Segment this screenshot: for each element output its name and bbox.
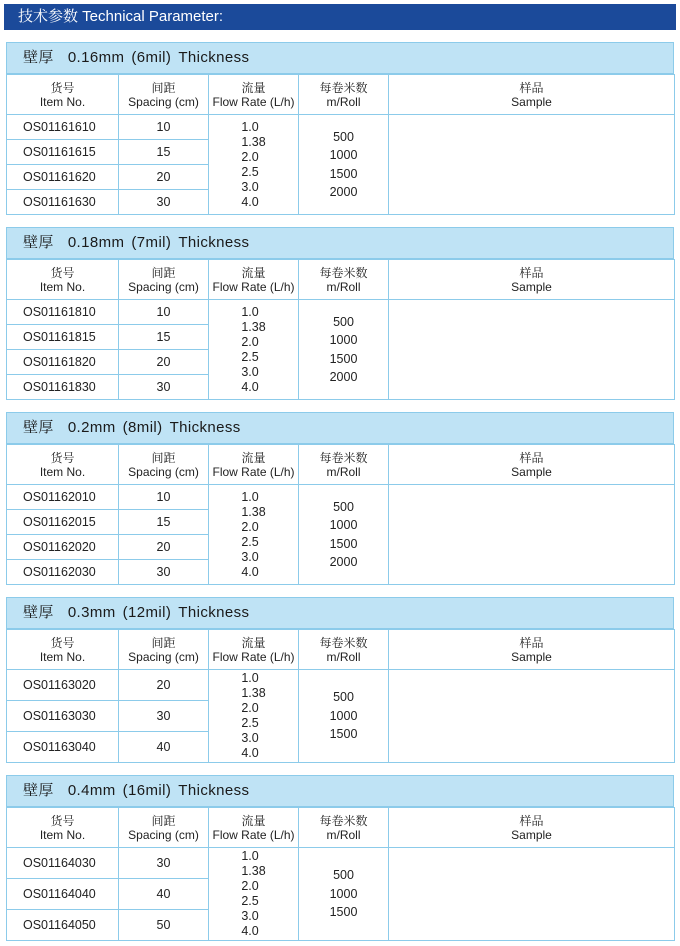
- spacing-header: [119, 630, 209, 670]
- roll-header-cn: 每卷米数: [319, 265, 368, 280]
- flow-rate-stack: [241, 849, 265, 939]
- flow-header-en: Flow Rate (L/h): [212, 649, 295, 664]
- spacing-header: [119, 808, 209, 848]
- wall-label: 壁厚: [23, 234, 54, 251]
- spacing-header: [119, 260, 209, 300]
- flow-rate-value: 1.38: [241, 864, 266, 878]
- roll-length-value: 500: [333, 868, 354, 883]
- sample-header-en: Sample: [511, 94, 552, 109]
- roll-header: [299, 630, 389, 670]
- thickness-value: 0.2mm: [67, 419, 116, 436]
- wall-label: 壁厚: [23, 419, 54, 436]
- flow-rate-value: 2.5: [241, 716, 259, 730]
- spacing-header: [119, 445, 209, 485]
- mil-value: (6mil): [131, 49, 172, 66]
- flow-rate-value: 1.0: [241, 849, 259, 863]
- spacing-value: 15: [119, 510, 209, 535]
- sample-header-cn: 样品: [519, 813, 544, 828]
- sample-header-en: Sample: [511, 827, 552, 842]
- item-number: OS01161630: [7, 190, 119, 215]
- roll-length-value: 1000: [329, 333, 358, 347]
- thickness-value: 0.4mm: [67, 782, 116, 799]
- thickness-word: Thickness: [178, 234, 250, 251]
- spacing-value: 20: [119, 535, 209, 560]
- roll-header-cn: 每卷米数: [319, 813, 368, 828]
- flow-rate-value: 3.0: [241, 909, 259, 923]
- flow-rate-list: [209, 300, 299, 400]
- item-number: OS01162010: [7, 485, 119, 510]
- spacing-value: 50: [119, 910, 209, 941]
- mil-value: (8mil): [122, 419, 163, 436]
- item-number: OS01161830: [7, 375, 119, 400]
- sample-header: [389, 808, 675, 848]
- roll-length-value: 1000: [329, 708, 358, 723]
- flow-rate-value: 1.0: [241, 671, 259, 685]
- flow-rate-value: 2.5: [241, 164, 259, 179]
- flow-rate-value: 4.0: [241, 194, 259, 209]
- roll-length-value: 1000: [329, 148, 358, 162]
- flow-rate-list: [209, 670, 299, 763]
- item-header-cn: 货号: [50, 265, 75, 280]
- wall-label: 壁厚: [23, 782, 54, 799]
- wall-label: 壁厚: [23, 49, 54, 66]
- flow-rate-value: 1.0: [241, 119, 259, 134]
- roll-length-value: 500: [333, 129, 354, 144]
- roll-length-list: [299, 848, 389, 941]
- roll-length-value: 2000: [329, 370, 358, 384]
- flow-rate-value: 2.0: [241, 519, 259, 534]
- flow-rate-value: 3.0: [241, 364, 259, 379]
- thickness-word: Thickness: [169, 419, 241, 436]
- roll-length-value: 1500: [329, 536, 358, 551]
- flow-header-cn: 流量: [241, 450, 266, 465]
- flow-header: [209, 808, 299, 848]
- flow-rate-value: 2.0: [241, 701, 259, 715]
- flow-rate-stack: [241, 120, 265, 210]
- roll-header: [299, 445, 389, 485]
- spacing-header: [119, 75, 209, 115]
- page-banner: [4, 4, 676, 30]
- item-number: OS01162015: [7, 510, 119, 535]
- item-number: OS01163020: [7, 670, 119, 701]
- mil-value: (12mil): [122, 604, 172, 621]
- sample-cell: [389, 115, 675, 215]
- item-header-en: Item No.: [39, 464, 86, 479]
- wall-label: 壁厚: [23, 604, 54, 621]
- roll-length-list: [299, 670, 389, 763]
- flow-rate-stack: [241, 671, 265, 761]
- sample-header-en: Sample: [511, 279, 552, 294]
- flow-rate-value: 2.0: [241, 879, 259, 893]
- spacing-header-en: Spacing (cm): [128, 649, 199, 664]
- spacing-value: 15: [119, 325, 209, 350]
- item-number: OS01162020: [7, 535, 119, 560]
- table-header-row: [7, 808, 675, 848]
- spacing-value: 20: [119, 350, 209, 375]
- roll-length-list: [299, 300, 389, 400]
- section-title: [6, 412, 674, 444]
- thickness-section: [6, 412, 674, 585]
- thickness-section: [6, 775, 674, 941]
- item-number: OS01162030: [7, 560, 119, 585]
- sample-header: [389, 260, 675, 300]
- flow-header-en: Flow Rate (L/h): [212, 94, 295, 109]
- section-title: [6, 42, 674, 74]
- roll-length-value: 1500: [329, 905, 358, 920]
- roll-length-list: [299, 115, 389, 215]
- flow-header-cn: 流量: [241, 635, 266, 650]
- item-header: [7, 260, 119, 300]
- sample-header: [389, 75, 675, 115]
- flow-rate-value: 3.0: [241, 731, 259, 745]
- thickness-section: [6, 597, 674, 763]
- roll-length-value: 500: [333, 690, 354, 705]
- roll-length-value: 1000: [329, 518, 358, 532]
- spacing-header-en: Spacing (cm): [128, 464, 199, 479]
- flow-header: [209, 630, 299, 670]
- roll-length-value: 500: [333, 314, 354, 329]
- spacing-value: 20: [119, 670, 209, 701]
- flow-rate-value: 1.38: [241, 504, 266, 519]
- roll-length-value: 2000: [329, 185, 358, 199]
- sample-header-cn: 样品: [519, 80, 544, 95]
- item-number: OS01161610: [7, 115, 119, 140]
- item-header-cn: 货号: [50, 450, 75, 465]
- section-title: [6, 597, 674, 629]
- item-number: OS01164030: [7, 848, 119, 879]
- item-number: OS01161615: [7, 140, 119, 165]
- flow-header: [209, 445, 299, 485]
- mil-value: (16mil): [122, 782, 172, 799]
- flow-header: [209, 75, 299, 115]
- sample-cell: [389, 848, 675, 941]
- thickness-value: 0.18mm: [67, 234, 125, 251]
- roll-header-cn: 每卷米数: [319, 450, 368, 465]
- flow-rate-value: 4.0: [241, 924, 259, 938]
- sample-header-cn: 样品: [519, 450, 544, 465]
- flow-rate-list: [209, 848, 299, 941]
- flow-header-cn: 流量: [241, 265, 266, 280]
- spacing-value: 30: [119, 560, 209, 585]
- roll-header-en: m/Roll: [326, 94, 361, 109]
- banner-title: 技术参数 Technical Parameter:: [18, 8, 224, 25]
- flow-rate-value: 3.0: [241, 179, 259, 194]
- spacing-value: 30: [119, 375, 209, 400]
- flow-rate-value: 2.0: [241, 149, 259, 164]
- item-header-en: Item No.: [39, 827, 86, 842]
- spec-table: [6, 807, 675, 941]
- thickness-section: [6, 227, 674, 400]
- section-title: [6, 775, 674, 807]
- table-row: [7, 848, 675, 879]
- sample-header-en: Sample: [511, 649, 552, 664]
- flow-header: [209, 260, 299, 300]
- item-header-en: Item No.: [39, 94, 86, 109]
- item-number: OS01164040: [7, 879, 119, 910]
- roll-length-list: [299, 485, 389, 585]
- sample-header-cn: 样品: [519, 265, 544, 280]
- table-row: [7, 300, 675, 325]
- spacing-header-en: Spacing (cm): [128, 279, 199, 294]
- item-number: OS01164050: [7, 910, 119, 941]
- sample-header-en: Sample: [511, 464, 552, 479]
- spacing-value: 40: [119, 732, 209, 763]
- spacing-value: 30: [119, 848, 209, 879]
- flow-rate-value: 2.5: [241, 534, 259, 549]
- roll-header: [299, 808, 389, 848]
- sample-header: [389, 445, 675, 485]
- roll-header-en: m/Roll: [326, 464, 361, 479]
- item-header-en: Item No.: [39, 279, 86, 294]
- item-header: [7, 445, 119, 485]
- roll-header-en: m/Roll: [326, 279, 361, 294]
- flow-rate-value: 1.38: [241, 134, 266, 149]
- roll-header-cn: 每卷米数: [319, 80, 368, 95]
- flow-header-en: Flow Rate (L/h): [212, 827, 295, 842]
- flow-rate-value: 2.5: [241, 894, 259, 908]
- spacing-value: 30: [119, 190, 209, 215]
- roll-length-value: 1500: [329, 351, 358, 366]
- table-header-row: [7, 260, 675, 300]
- spacing-header-cn: 间距: [151, 80, 176, 95]
- spacing-header-en: Spacing (cm): [128, 94, 199, 109]
- item-header-cn: 货号: [50, 80, 75, 95]
- item-number: OS01163030: [7, 701, 119, 732]
- thickness-word: Thickness: [178, 782, 250, 799]
- table-row: [7, 485, 675, 510]
- table-row: [7, 670, 675, 701]
- item-number: OS01163040: [7, 732, 119, 763]
- table-row: [7, 115, 675, 140]
- flow-rate-value: 1.0: [241, 489, 259, 504]
- table-header-row: [7, 630, 675, 670]
- thickness-section: [6, 42, 674, 215]
- spacing-header-cn: 间距: [151, 635, 176, 650]
- thickness-word: Thickness: [178, 604, 250, 621]
- spec-table: [6, 259, 675, 400]
- roll-header: [299, 75, 389, 115]
- flow-rate-list: [209, 115, 299, 215]
- sample-header-cn: 样品: [519, 635, 544, 650]
- spec-table: [6, 74, 675, 215]
- roll-length-value: 1500: [329, 166, 358, 181]
- roll-length-value: 500: [333, 499, 354, 514]
- spacing-value: 10: [119, 485, 209, 510]
- item-header-cn: 货号: [50, 635, 75, 650]
- spacing-value: 15: [119, 140, 209, 165]
- flow-rate-value: 2.0: [241, 334, 259, 349]
- item-header-en: Item No.: [39, 649, 86, 664]
- flow-rate-value: 3.0: [241, 549, 259, 564]
- flow-header-cn: 流量: [241, 813, 266, 828]
- sample-header: [389, 630, 675, 670]
- spacing-header-en: Spacing (cm): [128, 827, 199, 842]
- table-header-row: [7, 445, 675, 485]
- spec-table: [6, 629, 675, 763]
- spacing-header-cn: 间距: [151, 813, 176, 828]
- roll-length-value: 1000: [329, 886, 358, 901]
- roll-length-value: 2000: [329, 555, 358, 569]
- roll-length-value: 1500: [329, 727, 358, 742]
- roll-header: [299, 260, 389, 300]
- spacing-value: 30: [119, 701, 209, 732]
- flow-rate-stack: [241, 490, 265, 580]
- roll-header-en: m/Roll: [326, 827, 361, 842]
- item-number: OS01161810: [7, 300, 119, 325]
- sample-cell: [389, 485, 675, 585]
- item-number: OS01161620: [7, 165, 119, 190]
- flow-rate-list: [209, 485, 299, 585]
- flow-header-cn: 流量: [241, 80, 266, 95]
- sample-cell: [389, 670, 675, 763]
- spacing-value: 20: [119, 165, 209, 190]
- spacing-header-cn: 间距: [151, 450, 176, 465]
- flow-rate-value: 4.0: [241, 746, 259, 760]
- flow-rate-value: 1.0: [241, 304, 259, 319]
- flow-header-en: Flow Rate (L/h): [212, 464, 295, 479]
- flow-header-en: Flow Rate (L/h): [212, 279, 295, 294]
- mil-value: (7mil): [131, 234, 172, 251]
- thickness-word: Thickness: [178, 49, 250, 66]
- item-number: OS01161815: [7, 325, 119, 350]
- spacing-header-cn: 间距: [151, 265, 176, 280]
- roll-header-cn: 每卷米数: [319, 635, 368, 650]
- flow-rate-value: 4.0: [241, 379, 259, 394]
- spacing-value: 10: [119, 115, 209, 140]
- spacing-value: 40: [119, 879, 209, 910]
- flow-rate-value: 1.38: [241, 319, 266, 334]
- sample-cell: [389, 300, 675, 400]
- flow-rate-value: 1.38: [241, 686, 266, 700]
- item-header: [7, 808, 119, 848]
- item-header-cn: 货号: [50, 813, 75, 828]
- roll-header-en: m/Roll: [326, 649, 361, 664]
- item-number: OS01161820: [7, 350, 119, 375]
- flow-rate-value: 2.5: [241, 349, 259, 364]
- item-header: [7, 630, 119, 670]
- thickness-value: 0.3mm: [67, 604, 116, 621]
- table-header-row: [7, 75, 675, 115]
- section-title: [6, 227, 674, 259]
- flow-rate-value: 4.0: [241, 564, 259, 579]
- flow-rate-stack: [241, 305, 265, 395]
- spacing-value: 10: [119, 300, 209, 325]
- spec-table: [6, 444, 675, 585]
- thickness-value: 0.16mm: [67, 49, 125, 66]
- item-header: [7, 75, 119, 115]
